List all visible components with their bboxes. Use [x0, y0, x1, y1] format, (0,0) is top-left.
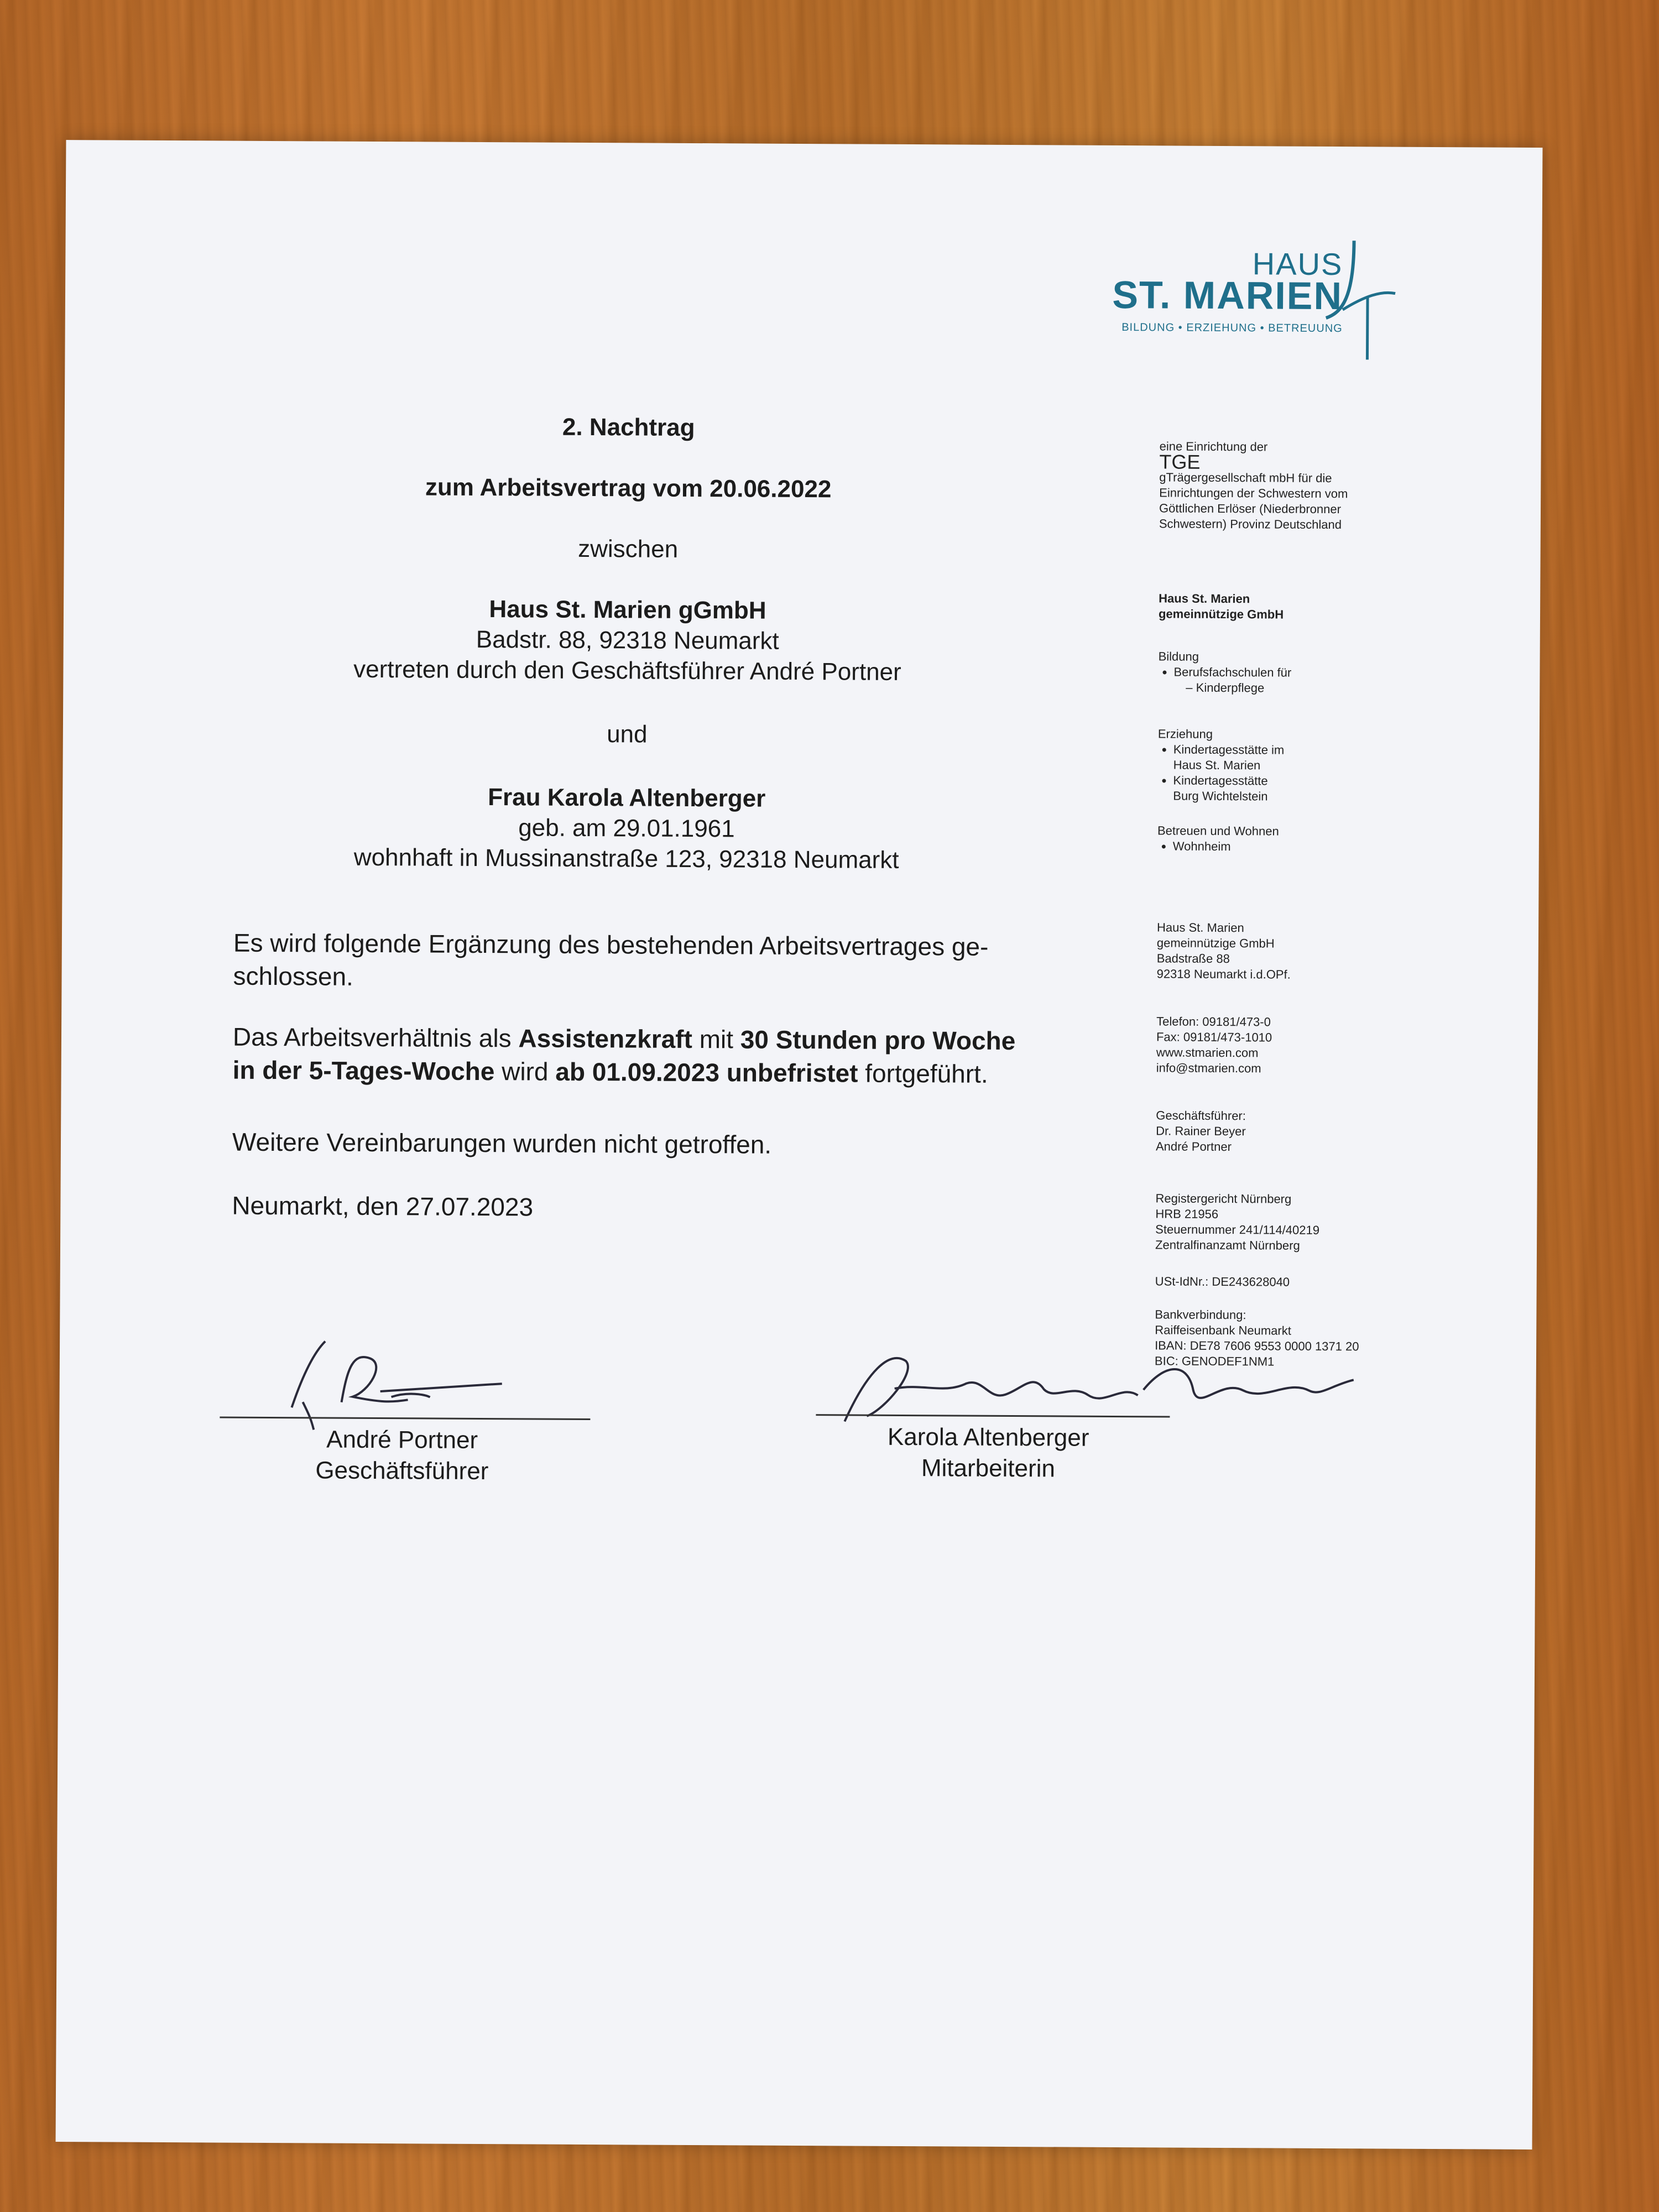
logo: [1033, 195, 1421, 341]
sidebar-bildung-title: Bildung: [1158, 649, 1199, 664]
party2-name: Frau Karola Altenberger: [488, 784, 766, 812]
sidebar-reg2: HRB 21956: [1155, 1207, 1219, 1221]
sidebar-tge: [1159, 439, 1436, 533]
cross-icon: [1320, 229, 1398, 363]
sidebar-gf2: André Portner: [1155, 1139, 1232, 1154]
logo-marien: ST. MARIEN: [1112, 273, 1343, 318]
signatory-right-role: Mitarbeiterin: [921, 1454, 1056, 1483]
sidebar-bank-title: Bankverbindung:: [1155, 1307, 1246, 1322]
logo-haus: HAUS: [1252, 246, 1343, 282]
sidebar-contact: [1156, 1014, 1433, 1077]
sidebar-tge-desc1: gTrägergesellschaft mbH für die: [1159, 470, 1332, 486]
sidebar-bildung: [1158, 649, 1434, 697]
party1-represented: vertreten durch den Geschäftsführer André Portner: [353, 655, 901, 686]
sidebar-erz-item1: • Kindertagesstätte im Haus St. Marien: [1173, 742, 1434, 774]
sidebar-reg1: Registergericht Nürnberg: [1155, 1191, 1292, 1206]
p2-role: Assistenzkraft: [518, 1024, 693, 1053]
sidebar-reg3: Steuernummer 241/114/40219: [1155, 1222, 1320, 1237]
doc-title: 2. Nachtrag: [562, 413, 695, 441]
p2-hours: 30 Stunden pro Woche: [740, 1025, 1016, 1056]
sidebar-web: www.stmarien.com: [1156, 1045, 1259, 1060]
doc-subtitle: zum Arbeitsvertrag vom 20.06.2022: [425, 473, 832, 503]
p2-text-c: mit: [692, 1024, 740, 1054]
sidebar-bank-name: Raiffeisenbank Neumarkt: [1155, 1323, 1291, 1338]
sidebar-addr1: Haus St. Marien: [1157, 920, 1244, 935]
sidebar-org: [1159, 591, 1435, 623]
sidebar-erz-item2: • Kindertagesstätte Burg Wichtelstein: [1173, 773, 1434, 805]
sidebar-erziehung: [1157, 726, 1434, 805]
p2-text-a: Das Arbeitsverhältnis als: [232, 1022, 519, 1053]
sidebar-iban: IBAN: DE78 7606 9553 0000 1371 20: [1155, 1338, 1359, 1354]
paragraph-1-line1: Es wird folgende Ergänzung des bestehenden Arbeitsvertrages ge-: [233, 928, 989, 961]
sidebar-gf1: Dr. Rainer Beyer: [1156, 1124, 1246, 1139]
sidebar-org1: Haus St. Marien: [1159, 591, 1250, 606]
sidebar-org2: gemeinnützige GmbH: [1158, 607, 1284, 622]
p2-start: ab 01.09.2023 unbefristet: [555, 1057, 858, 1088]
between-text: zwischen: [578, 535, 679, 563]
p2-text-h: fortgeführt.: [858, 1058, 988, 1088]
sidebar-fax: Fax: 09181/473-1010: [1156, 1030, 1272, 1045]
sidebar-betreuen: [1157, 823, 1434, 855]
signatory-right-name: Karola Altenberger: [887, 1423, 1089, 1452]
signatory-left-role: Geschäftsführer: [315, 1457, 489, 1485]
paragraph-1: [233, 926, 1129, 997]
document-page: [56, 140, 1543, 2150]
paragraph-2: [233, 1020, 1129, 1091]
sidebar-tge-name: TGE: [1159, 450, 1201, 473]
logo-tagline: BILDUNG • ERZIEHUNG • BETREUUNG: [1121, 321, 1343, 335]
party1-address: Badstr. 88, 92318 Neumarkt: [476, 625, 779, 655]
signatory-left: [236, 1424, 568, 1488]
sidebar-bildung-item: • Berufsfachschulen für: [1173, 665, 1434, 681]
p2-week: in der 5-Tages-Woche: [232, 1055, 495, 1086]
signatory-right: [822, 1421, 1155, 1485]
sidebar-bildung-sub: – Kinderpflege: [1186, 680, 1265, 695]
sidebar-intro: eine Einrichtung der: [1159, 439, 1268, 454]
sidebar-addr3: Badstraße 88: [1156, 951, 1230, 966]
sidebar-tge-desc4: Schwestern) Provinz Deutschland: [1159, 517, 1342, 532]
paragraph-1-line2: schlossen.: [233, 961, 354, 991]
paragraph-3: Weitere Vereinbarungen wurden nicht getroffen.: [232, 1127, 772, 1159]
sidebar-erziehung-title: Erziehung: [1157, 727, 1213, 741]
signatory-left-name: André Portner: [326, 1426, 478, 1454]
place-date: Neumarkt, den 27.07.2023: [232, 1191, 534, 1222]
sidebar-tge-desc2: Einrichtungen der Schwestern vom: [1159, 486, 1348, 501]
party2-born: geb. am 29.01.1961: [518, 814, 735, 843]
sidebar-ust: USt-IdNr.: DE243628040: [1155, 1274, 1290, 1289]
sidebar-gf: Geschäftsführer:: [1156, 1108, 1246, 1123]
and-text: und: [607, 721, 648, 748]
sidebar-tge-desc3: Göttlichen Erlöser (Niederbronner: [1159, 501, 1342, 517]
sidebar-reg4: Zentralfinanzamt Nürnberg: [1155, 1238, 1300, 1253]
sidebar-addr4: 92318 Neumarkt i.d.OPf.: [1156, 967, 1291, 982]
sidebar-bic: BIC: GENODEF1NM1: [1154, 1354, 1275, 1369]
sidebar-mail: info@stmarien.com: [1156, 1061, 1261, 1076]
sidebar-register: [1155, 1191, 1432, 1254]
sidebar-management: [1156, 1108, 1432, 1156]
sidebar-betreuen-title: Betreuen und Wohnen: [1157, 823, 1279, 838]
party2-residence: wohnhaft in Mussinanstraße 123, 92318 Neumarkt: [353, 843, 899, 874]
party1-name: Haus St. Marien gGmbH: [489, 596, 766, 624]
sidebar-wohnheim: • Wohnheim: [1173, 839, 1434, 855]
sidebar-addr2: gemeinnützige GmbH: [1156, 936, 1275, 951]
p2-text-f: wird: [494, 1057, 556, 1086]
sidebar-tel: Telefon: 09181/473-0: [1156, 1014, 1271, 1029]
sidebar-address: [1157, 920, 1434, 983]
